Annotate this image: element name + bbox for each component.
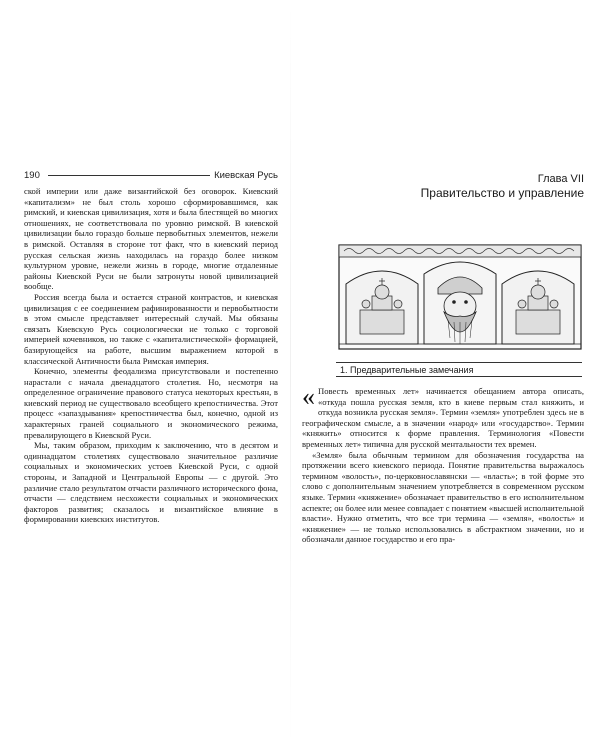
left-body-text bbox=[24, 186, 278, 525]
header-rule bbox=[48, 175, 210, 176]
page-number: 190 bbox=[24, 169, 40, 181]
drop-quote-mark: « bbox=[302, 382, 315, 411]
section-title: 1. Предварительные замечания bbox=[340, 364, 474, 375]
paragraph: Россия всегда была и остается страной контрастов, и киевская цивилизация с ее соединением рафинированности и первобытности в этом смысле представляет интересный случай. Мы обязаны связать Киевскую Русь социологически не только с торговой империей кочевников, но также с «капиталистической» формацией, базирующейся на работе, высшим выражением которой в классической Античности была Римская империя. bbox=[24, 291, 278, 366]
paragraph: Мы, таким образом, приходим к заключению, что в десятом и одиннадцатом столетиях существовало значительное различие социальных и экономических устоев Киевской Руси, с одной стороны, и Западной и Центральной Европы — с другой. Это различие стало результатом отчасти различного исторического фона, отчасти — следствием несхожести социальных и экономических факторов развития; сказалось и византийское влияние в формировании киевских институтов. bbox=[24, 440, 278, 525]
right-body-text bbox=[302, 382, 584, 545]
section-heading bbox=[336, 362, 582, 377]
chapter-label: Глава VII bbox=[537, 173, 584, 185]
running-title: Киевская Русь bbox=[214, 169, 278, 181]
right-page bbox=[302, 168, 584, 545]
left-page bbox=[24, 168, 278, 525]
paragraph-text: Повесть временных лет» начинается обещанием автора описать, «откуда пошла русская земля, кто в киеве первым стал княжить, и откуда возникла русская земля». Термин «земля» употреблен здесь не в географическом смысле, а в значении «народ» или «государство». Термин «княжить» относится к форме правления. Терминология «Повести временных лет» типична для русской ментальности тех времен. bbox=[302, 386, 584, 449]
page-gutter bbox=[290, 0, 291, 750]
paragraph: Конечно, элементы феодализма присутствовали и постепенно нарастали с начала двенадцатого столетия. Но, несмотря на определенное ограничение правового статуса некоторых крестьян, в киевский период не существовало всеобщего крепостничества. Этот процесс «запаздывания» крепостничества был, конечно, одной из характерных граней социального и экономического режима, превалирующего в Киевской Руси. bbox=[24, 366, 278, 440]
paragraph: «Земля» была обычным термином для обозначения государства на протяжении всего киевского периода. Понятие правительства выражалось термином «волость», по-церковнославянски — «власть»; в той форме это слово с дополнительным значением употребляется в современном русском языке. Термин «княжение» обозначает правительство в его исполнительном аспекте; он более или менее совпадает с понятием «высшей исполнительной власти». Нужно отметить, что все три термина — «земля», «волость» и «княжение» — не только использовались в абстрактном значении, но и обозначали данное государство и его пра- bbox=[302, 449, 584, 545]
chapter-illustration bbox=[338, 244, 582, 350]
chapter-title: Правительство и управление bbox=[420, 186, 584, 200]
paragraph: ской империи или даже византийской без оговорок. Киевский «капитализм» не был столь хорошо сформировавшимся, как римский, и киевская цивилизация, хотя и была блестящей во многих отношениях, не соответствовала по уровню римской. В киевской цивилизации было гораздо больше первобытных элементов, нежели в римской. Оставляя в стороне тот факт, что в киевский период русская сельская жизнь находилась на гораздо более низком культурном уровне, нежели жизнь в городе, многие отдаленные районы Киевской Руси не были затронуты новой цивилизацией вообще. bbox=[24, 186, 278, 292]
paragraph bbox=[302, 382, 584, 450]
running-head bbox=[24, 168, 278, 182]
chapter-heading bbox=[302, 172, 584, 201]
